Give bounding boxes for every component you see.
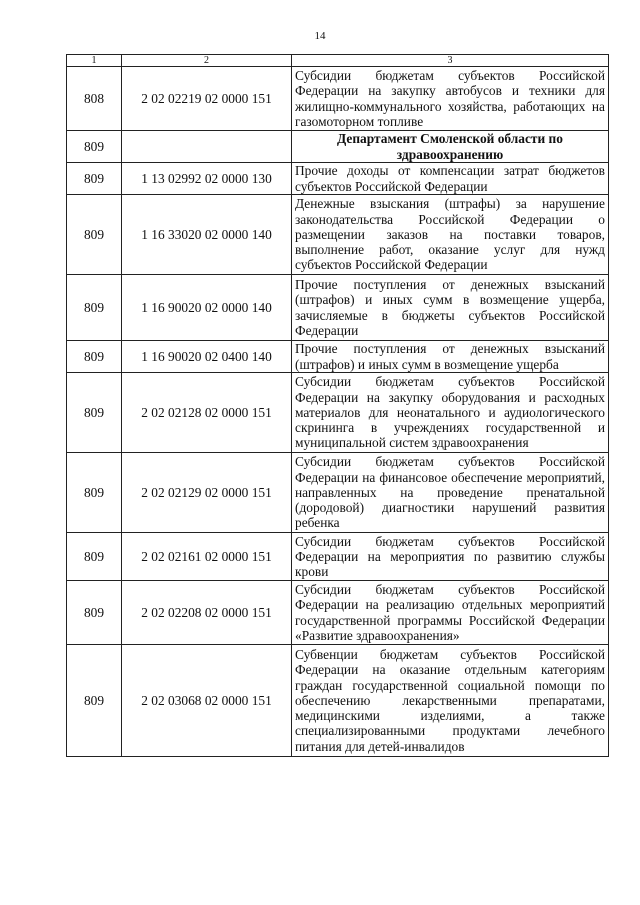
table-row bbox=[67, 373, 609, 453]
table-row bbox=[67, 131, 609, 163]
column-number-row bbox=[67, 55, 609, 67]
table-row bbox=[67, 163, 609, 195]
budget-code-cell: 2 02 02129 02 0000 151 bbox=[122, 453, 292, 533]
description-cell: Субвенции бюджетам субъектов Российской Федерации на оказание отдельным категориям граждан государственной социальной помощи по обеспечению лекарственными препаратами, медицинскими изделиями, а также специализированными продуктами лечебного питания для детей-инвалидов bbox=[292, 645, 609, 757]
description-cell: Субсидии бюджетам субъектов Российской Федерации на закупку автобусов и техники для жилищно-коммунального хозяйства, работающих на газомоторном топливе bbox=[292, 67, 609, 131]
table-row bbox=[67, 341, 609, 373]
budget-code-cell: 2 02 02208 02 0000 151 bbox=[122, 581, 292, 645]
page-number: 14 bbox=[314, 30, 326, 42]
description-cell: Субсидии бюджетам субъектов Российской Федерации на закупку оборудования и расходных материалов для неонатального и аудиологического скрининга в учреждениях государственной и муниципальной систем здравоохранения bbox=[292, 373, 609, 453]
admin-code-cell: 809 bbox=[67, 163, 122, 195]
table-row bbox=[67, 645, 609, 757]
admin-code-cell: 809 bbox=[67, 373, 122, 453]
budget-code-cell bbox=[122, 131, 292, 163]
table-row bbox=[67, 195, 609, 275]
admin-code-cell: 809 bbox=[67, 533, 122, 581]
budget-code-cell: 1 16 90020 02 0400 140 bbox=[122, 341, 292, 373]
admin-code-cell: 809 bbox=[67, 275, 122, 341]
table-row bbox=[67, 581, 609, 645]
description-cell: Прочие доходы от компенсации затрат бюджетов субъектов Российской Федерации bbox=[292, 163, 609, 195]
budget-code-cell: 1 16 90020 02 0000 140 bbox=[122, 275, 292, 341]
admin-code-cell: 809 bbox=[67, 131, 122, 163]
description-cell: Субсидии бюджетам субъектов Российской Федерации на финансовое обеспечение мероприятий, направленных на проведение пренатальной (дородовой) диагностики нарушений развития ребенка bbox=[292, 453, 609, 533]
budget-code-cell: 2 02 03068 02 0000 151 bbox=[122, 645, 292, 757]
budget-code-cell: 1 16 33020 02 0000 140 bbox=[122, 195, 292, 275]
department-heading-cell: Департамент Смоленской области по здравоохранению bbox=[292, 131, 609, 163]
description-cell: Денежные взыскания (штрафы) за нарушение законодательства Российской Федерации о размещении заказов на поставки товаров, выполнение работ, оказание услуг для нужд субъектов Российской Федерации bbox=[292, 195, 609, 275]
table-row bbox=[67, 67, 609, 131]
admin-code-cell: 808 bbox=[67, 67, 122, 131]
table-row bbox=[67, 453, 609, 533]
admin-code-cell: 809 bbox=[67, 645, 122, 757]
description-cell: Прочие поступления от денежных взысканий (штрафов) и иных сумм в возмещение ущерба bbox=[292, 341, 609, 373]
admin-code-cell: 809 bbox=[67, 195, 122, 275]
description-cell: Прочие поступления от денежных взысканий (штрафов) и иных сумм в возмещение ущерба, зачисляемые в бюджеты субъектов Российской Федерации bbox=[292, 275, 609, 341]
description-cell: Субсидии бюджетам субъектов Российской Федерации на мероприятия по развитию службы крови bbox=[292, 533, 609, 581]
table-row bbox=[67, 275, 609, 341]
admin-code-cell: 809 bbox=[67, 341, 122, 373]
budget-code-cell: 2 02 02128 02 0000 151 bbox=[122, 373, 292, 453]
column-number-1: 1 bbox=[67, 55, 122, 67]
table-body bbox=[67, 67, 609, 757]
admin-code-cell: 809 bbox=[67, 453, 122, 533]
column-number-3: 3 bbox=[292, 55, 609, 67]
description-cell: Субсидии бюджетам субъектов Российской Федерации на реализацию отдельных мероприятий государственной программы Российской Федерации «Развитие здравоохранения» bbox=[292, 581, 609, 645]
budget-classification-table bbox=[66, 54, 609, 757]
table-row bbox=[67, 533, 609, 581]
column-number-2: 2 bbox=[122, 55, 292, 67]
budget-code-cell: 2 02 02219 02 0000 151 bbox=[122, 67, 292, 131]
budget-code-cell: 2 02 02161 02 0000 151 bbox=[122, 533, 292, 581]
admin-code-cell: 809 bbox=[67, 581, 122, 645]
budget-code-cell: 1 13 02992 02 0000 130 bbox=[122, 163, 292, 195]
